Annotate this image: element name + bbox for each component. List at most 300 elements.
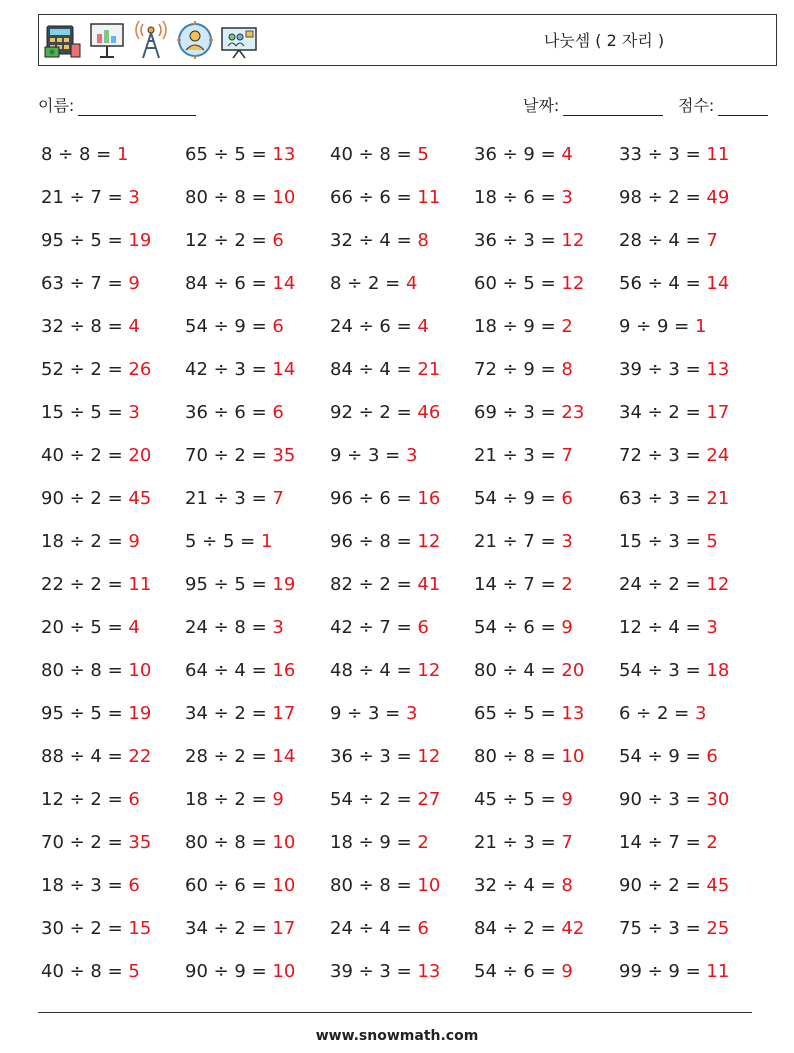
problem-item <box>619 699 706 729</box>
problem-item <box>474 355 573 385</box>
team-screen-icon <box>220 20 258 60</box>
problem-item <box>41 957 140 987</box>
problem-item <box>185 484 284 514</box>
problem-item <box>474 785 573 815</box>
problem-question: 34 ÷ 2 = <box>619 402 707 423</box>
problem-item <box>330 742 440 772</box>
problem-item <box>330 570 440 600</box>
problem-item <box>41 656 151 686</box>
problem-item <box>619 570 729 600</box>
problem-question: 80 ÷ 8 = <box>41 660 129 681</box>
problem-answer: 1 <box>260 531 273 552</box>
problem-answer: 14 <box>272 273 296 294</box>
problem-answer: 13 <box>561 703 585 724</box>
problem-item <box>474 957 573 987</box>
problem-question: 36 ÷ 6 = <box>185 402 273 423</box>
problem-item <box>474 312 573 342</box>
problem-question: 36 ÷ 9 = <box>474 144 562 165</box>
problem-answer: 15 <box>128 918 152 939</box>
problem-answer: 11 <box>128 574 152 595</box>
problem-question: 28 ÷ 2 = <box>185 746 273 767</box>
problem-item <box>185 355 295 385</box>
problem-item <box>619 312 706 342</box>
problem-item <box>185 527 272 557</box>
problem-answer: 10 <box>272 875 296 896</box>
problem-item <box>474 527 573 557</box>
problem-answer: 49 <box>706 187 730 208</box>
problem-answer: 21 <box>417 359 441 380</box>
problem-answer: 45 <box>128 488 152 509</box>
problem-question: 12 ÷ 2 = <box>41 789 129 810</box>
problem-item <box>330 914 429 944</box>
problem-question: 88 ÷ 4 = <box>41 746 129 767</box>
problem-question: 24 ÷ 4 = <box>330 918 418 939</box>
problem-item <box>330 871 440 901</box>
problem-question: 42 ÷ 3 = <box>185 359 273 380</box>
problem-answer: 10 <box>272 961 296 982</box>
problem-question: 54 ÷ 2 = <box>330 789 418 810</box>
problem-question: 96 ÷ 8 = <box>330 531 418 552</box>
problem-answer: 3 <box>561 531 573 552</box>
problem-question: 95 ÷ 5 = <box>185 574 273 595</box>
problem-answer: 9 <box>128 273 140 294</box>
problem-item <box>619 957 729 987</box>
problem-item <box>185 699 295 729</box>
problem-answer: 16 <box>417 488 441 509</box>
problem-question: 90 ÷ 2 = <box>41 488 129 509</box>
problem-item <box>330 183 440 213</box>
worksheet-title: 나눗셈 ( 2 자리 ) <box>543 31 665 50</box>
problem-question: 54 ÷ 6 = <box>474 617 562 638</box>
problem-answer: 9 <box>561 961 573 982</box>
presentation-board-icon <box>88 20 126 60</box>
problem-item <box>185 613 284 643</box>
problem-answer: 10 <box>272 832 296 853</box>
problem-item <box>474 398 584 428</box>
problem-item <box>330 613 429 643</box>
problem-item <box>41 699 151 729</box>
problem-question: 18 ÷ 6 = <box>474 187 562 208</box>
problem-item <box>619 355 729 385</box>
problem-item <box>330 828 429 858</box>
problem-answer: 14 <box>272 746 296 767</box>
problem-answer: 17 <box>706 402 730 423</box>
problem-answer: 12 <box>417 660 441 681</box>
problem-item <box>185 398 284 428</box>
problem-question: 18 ÷ 3 = <box>41 875 129 896</box>
problem-question: 9 ÷ 3 = <box>330 445 406 466</box>
problem-question: 5 ÷ 5 = <box>185 531 261 552</box>
problem-answer: 11 <box>706 144 730 165</box>
problem-item <box>41 269 140 299</box>
problem-item <box>619 183 729 213</box>
problem-question: 34 ÷ 2 = <box>185 703 273 724</box>
problem-question: 54 ÷ 9 = <box>185 316 273 337</box>
problem-question: 69 ÷ 3 = <box>474 402 562 423</box>
problem-question: 48 ÷ 4 = <box>330 660 418 681</box>
date-field <box>523 93 663 116</box>
problem-question: 8 ÷ 2 = <box>330 273 406 294</box>
problem-question: 40 ÷ 2 = <box>41 445 129 466</box>
problem-question: 54 ÷ 9 = <box>619 746 707 767</box>
problem-answer: 8 <box>417 230 429 251</box>
problem-item <box>474 183 573 213</box>
problem-question: 65 ÷ 5 = <box>474 703 562 724</box>
problem-item <box>330 957 440 987</box>
problem-answer: 13 <box>417 961 441 982</box>
problem-item <box>474 441 573 471</box>
problem-item <box>619 871 729 901</box>
problem-answer: 3 <box>694 703 707 724</box>
problem-item <box>330 398 440 428</box>
problem-answer: 3 <box>561 187 573 208</box>
problem-answer: 45 <box>706 875 730 896</box>
problem-answer: 26 <box>128 359 152 380</box>
problem-question: 54 ÷ 6 = <box>474 961 562 982</box>
problem-answer: 13 <box>706 359 730 380</box>
problem-answer: 4 <box>561 144 573 165</box>
name-field <box>38 93 196 116</box>
problem-answer: 10 <box>128 660 152 681</box>
problem-item <box>41 355 151 385</box>
score-label: 점수: <box>678 96 715 115</box>
problem-item <box>185 871 295 901</box>
name-label: 이름: <box>38 96 75 115</box>
problem-question: 18 ÷ 2 = <box>41 531 129 552</box>
problem-answer: 6 <box>272 230 284 251</box>
problem-item <box>185 183 295 213</box>
radio-tower-icon <box>132 20 170 60</box>
problem-item <box>330 140 429 170</box>
problem-item <box>619 785 729 815</box>
problem-answer: 9 <box>561 617 573 638</box>
user-target-icon <box>176 20 214 60</box>
problem-question: 32 ÷ 4 = <box>330 230 418 251</box>
problem-question: 18 ÷ 2 = <box>185 789 273 810</box>
problem-item <box>474 699 584 729</box>
problem-question: 15 ÷ 5 = <box>41 402 129 423</box>
problem-question: 14 ÷ 7 = <box>474 574 562 595</box>
problem-item <box>619 140 729 170</box>
problem-answer: 4 <box>128 617 140 638</box>
problem-answer: 8 <box>561 359 573 380</box>
footer-divider <box>38 1012 752 1013</box>
problem-answer: 16 <box>272 660 296 681</box>
problem-item <box>619 484 729 514</box>
problem-question: 42 ÷ 7 = <box>330 617 418 638</box>
problem-answer: 18 <box>706 660 730 681</box>
problem-question: 12 ÷ 2 = <box>185 230 273 251</box>
problem-question: 60 ÷ 5 = <box>474 273 562 294</box>
problem-answer: 19 <box>128 230 152 251</box>
problem-item <box>185 226 284 256</box>
problem-answer: 2 <box>706 832 718 853</box>
problem-item <box>474 484 573 514</box>
problem-question: 99 ÷ 9 = <box>619 961 707 982</box>
problem-item <box>185 785 284 815</box>
problem-question: 84 ÷ 2 = <box>474 918 562 939</box>
problem-question: 40 ÷ 8 = <box>330 144 418 165</box>
problem-question: 24 ÷ 8 = <box>185 617 273 638</box>
problem-item <box>185 140 295 170</box>
problem-item <box>330 484 440 514</box>
problem-answer: 21 <box>706 488 730 509</box>
problem-question: 40 ÷ 8 = <box>41 961 129 982</box>
problem-question: 84 ÷ 6 = <box>185 273 273 294</box>
problem-answer: 7 <box>561 832 573 853</box>
problem-question: 32 ÷ 4 = <box>474 875 562 896</box>
problem-item <box>619 226 718 256</box>
problem-answer: 22 <box>128 746 152 767</box>
problem-item <box>619 828 718 858</box>
problem-item <box>41 914 151 944</box>
problem-item <box>185 269 295 299</box>
problem-item <box>474 742 584 772</box>
problem-answer: 19 <box>128 703 152 724</box>
problem-question: 36 ÷ 3 = <box>330 746 418 767</box>
footer-url: www.snowmath.com <box>315 1028 479 1044</box>
problem-question: 21 ÷ 7 = <box>474 531 562 552</box>
problem-answer: 14 <box>706 273 730 294</box>
problem-item <box>330 699 417 729</box>
problem-question: 8 ÷ 8 = <box>41 144 117 165</box>
problem-item <box>474 226 584 256</box>
problem-question: 98 ÷ 2 = <box>619 187 707 208</box>
problem-item <box>619 527 718 557</box>
problem-item <box>41 570 151 600</box>
problem-item <box>474 656 584 686</box>
problem-question: 72 ÷ 3 = <box>619 445 707 466</box>
date-line <box>563 98 663 116</box>
problem-answer: 7 <box>561 445 573 466</box>
problem-item <box>474 914 584 944</box>
problem-answer: 24 <box>706 445 730 466</box>
problem-answer: 3 <box>405 445 418 466</box>
problem-answer: 42 <box>561 918 585 939</box>
problem-item <box>185 828 295 858</box>
problem-answer: 12 <box>417 531 441 552</box>
problem-item <box>619 613 718 643</box>
problem-answer: 1 <box>694 316 707 337</box>
problem-item <box>41 226 151 256</box>
problem-question: 84 ÷ 4 = <box>330 359 418 380</box>
problem-answer: 12 <box>706 574 730 595</box>
problem-item <box>474 269 584 299</box>
problem-answer: 2 <box>561 316 573 337</box>
problem-answer: 6 <box>417 617 429 638</box>
problem-item <box>474 871 573 901</box>
problem-item <box>619 656 729 686</box>
problem-question: 70 ÷ 2 = <box>185 445 273 466</box>
problem-question: 34 ÷ 2 = <box>185 918 273 939</box>
problem-item <box>330 312 429 342</box>
problem-question: 32 ÷ 8 = <box>41 316 129 337</box>
problem-answer: 41 <box>417 574 441 595</box>
problem-question: 9 ÷ 9 = <box>619 316 695 337</box>
problem-item <box>185 441 295 471</box>
name-line <box>78 98 196 116</box>
problem-answer: 14 <box>272 359 296 380</box>
problem-question: 96 ÷ 6 = <box>330 488 418 509</box>
problem-answer: 20 <box>561 660 585 681</box>
problem-item <box>185 312 284 342</box>
problem-question: 30 ÷ 2 = <box>41 918 129 939</box>
problem-question: 72 ÷ 9 = <box>474 359 562 380</box>
problem-item <box>41 828 151 858</box>
problem-question: 80 ÷ 8 = <box>185 187 273 208</box>
problem-answer: 5 <box>417 144 429 165</box>
problem-answer: 7 <box>272 488 284 509</box>
problem-question: 39 ÷ 3 = <box>330 961 418 982</box>
problem-question: 80 ÷ 8 = <box>185 832 273 853</box>
problem-answer: 6 <box>272 402 284 423</box>
problem-answer: 7 <box>706 230 718 251</box>
problem-question: 12 ÷ 4 = <box>619 617 707 638</box>
problem-answer: 1 <box>116 144 129 165</box>
problem-question: 64 ÷ 4 = <box>185 660 273 681</box>
problem-item <box>185 957 295 987</box>
problem-item <box>41 613 140 643</box>
problem-question: 80 ÷ 8 = <box>330 875 418 896</box>
problem-item <box>41 183 140 213</box>
problem-answer: 17 <box>272 703 296 724</box>
header-icons <box>44 20 258 60</box>
problem-answer: 46 <box>417 402 441 423</box>
problem-question: 6 ÷ 2 = <box>619 703 695 724</box>
problem-item <box>41 398 140 428</box>
problem-answer: 3 <box>706 617 718 638</box>
problem-item <box>41 312 140 342</box>
problem-answer: 5 <box>706 531 718 552</box>
problem-answer: 3 <box>405 703 418 724</box>
problem-answer: 3 <box>128 187 140 208</box>
problem-answer: 6 <box>417 918 429 939</box>
problem-question: 56 ÷ 4 = <box>619 273 707 294</box>
problem-answer: 6 <box>706 746 718 767</box>
problem-item <box>41 871 140 901</box>
problem-item <box>41 140 128 170</box>
problem-item <box>330 226 429 256</box>
problem-question: 54 ÷ 3 = <box>619 660 707 681</box>
problem-answer: 5 <box>128 961 140 982</box>
problem-question: 90 ÷ 3 = <box>619 789 707 810</box>
problem-question: 52 ÷ 2 = <box>41 359 129 380</box>
problem-question: 66 ÷ 6 = <box>330 187 418 208</box>
problem-answer: 9 <box>561 789 573 810</box>
problem-answer: 6 <box>272 316 284 337</box>
problem-question: 21 ÷ 3 = <box>474 445 562 466</box>
problem-question: 15 ÷ 3 = <box>619 531 707 552</box>
problem-question: 28 ÷ 4 = <box>619 230 707 251</box>
problem-item <box>474 613 573 643</box>
problem-question: 54 ÷ 9 = <box>474 488 562 509</box>
problem-question: 80 ÷ 4 = <box>474 660 562 681</box>
problem-item <box>330 441 417 471</box>
problem-answer: 6 <box>128 875 140 896</box>
problem-answer: 13 <box>272 144 296 165</box>
problem-answer: 6 <box>128 789 140 810</box>
problem-item <box>619 742 718 772</box>
problem-item <box>619 441 729 471</box>
problem-question: 14 ÷ 7 = <box>619 832 707 853</box>
problem-answer: 8 <box>561 875 573 896</box>
problem-answer: 9 <box>272 789 284 810</box>
problem-item <box>330 785 440 815</box>
problem-question: 65 ÷ 5 = <box>185 144 273 165</box>
problem-question: 33 ÷ 3 = <box>619 144 707 165</box>
problem-answer: 12 <box>417 746 441 767</box>
problem-item <box>185 742 295 772</box>
problem-answer: 30 <box>706 789 730 810</box>
problem-question: 63 ÷ 3 = <box>619 488 707 509</box>
problem-answer: 12 <box>561 273 585 294</box>
problem-answer: 35 <box>128 832 152 853</box>
problem-answer: 11 <box>706 961 730 982</box>
problem-answer: 19 <box>272 574 296 595</box>
problem-item <box>41 742 151 772</box>
problem-item <box>619 914 729 944</box>
problem-answer: 2 <box>561 574 573 595</box>
problem-item <box>474 828 573 858</box>
problem-item <box>41 441 151 471</box>
problem-question: 92 ÷ 2 = <box>330 402 418 423</box>
problem-answer: 6 <box>561 488 573 509</box>
problem-answer: 3 <box>272 617 284 638</box>
problem-question: 82 ÷ 2 = <box>330 574 418 595</box>
problem-item <box>330 656 440 686</box>
calculator-money-icon <box>44 20 82 60</box>
problem-answer: 4 <box>128 316 140 337</box>
problem-question: 18 ÷ 9 = <box>330 832 418 853</box>
problem-item <box>474 140 573 170</box>
problem-question: 45 ÷ 5 = <box>474 789 562 810</box>
problem-answer: 25 <box>706 918 730 939</box>
problem-answer: 3 <box>128 402 140 423</box>
date-label: 날짜: <box>523 96 560 115</box>
problem-question: 9 ÷ 3 = <box>330 703 406 724</box>
problem-answer: 4 <box>417 316 429 337</box>
problem-item <box>330 269 417 299</box>
problem-answer: 35 <box>272 445 296 466</box>
problem-answer: 9 <box>128 531 140 552</box>
problem-question: 90 ÷ 9 = <box>185 961 273 982</box>
problem-question: 18 ÷ 9 = <box>474 316 562 337</box>
problem-answer: 4 <box>405 273 418 294</box>
problem-answer: 27 <box>417 789 441 810</box>
problem-question: 20 ÷ 5 = <box>41 617 129 638</box>
problem-question: 60 ÷ 6 = <box>185 875 273 896</box>
problem-item <box>619 398 729 428</box>
problem-item <box>474 570 573 600</box>
problem-question: 63 ÷ 7 = <box>41 273 129 294</box>
problem-question: 21 ÷ 3 = <box>474 832 562 853</box>
problem-answer: 10 <box>561 746 585 767</box>
problem-question: 21 ÷ 3 = <box>185 488 273 509</box>
problem-answer: 23 <box>561 402 585 423</box>
problem-answer: 17 <box>272 918 296 939</box>
problem-question: 80 ÷ 8 = <box>474 746 562 767</box>
worksheet-header <box>38 14 777 66</box>
problem-item <box>185 570 295 600</box>
problem-answer: 12 <box>561 230 585 251</box>
problem-question: 70 ÷ 2 = <box>41 832 129 853</box>
problem-item <box>41 527 140 557</box>
problem-item <box>185 914 295 944</box>
problem-item <box>41 484 151 514</box>
score-line <box>718 98 768 116</box>
problem-question: 36 ÷ 3 = <box>474 230 562 251</box>
problem-item <box>330 355 440 385</box>
